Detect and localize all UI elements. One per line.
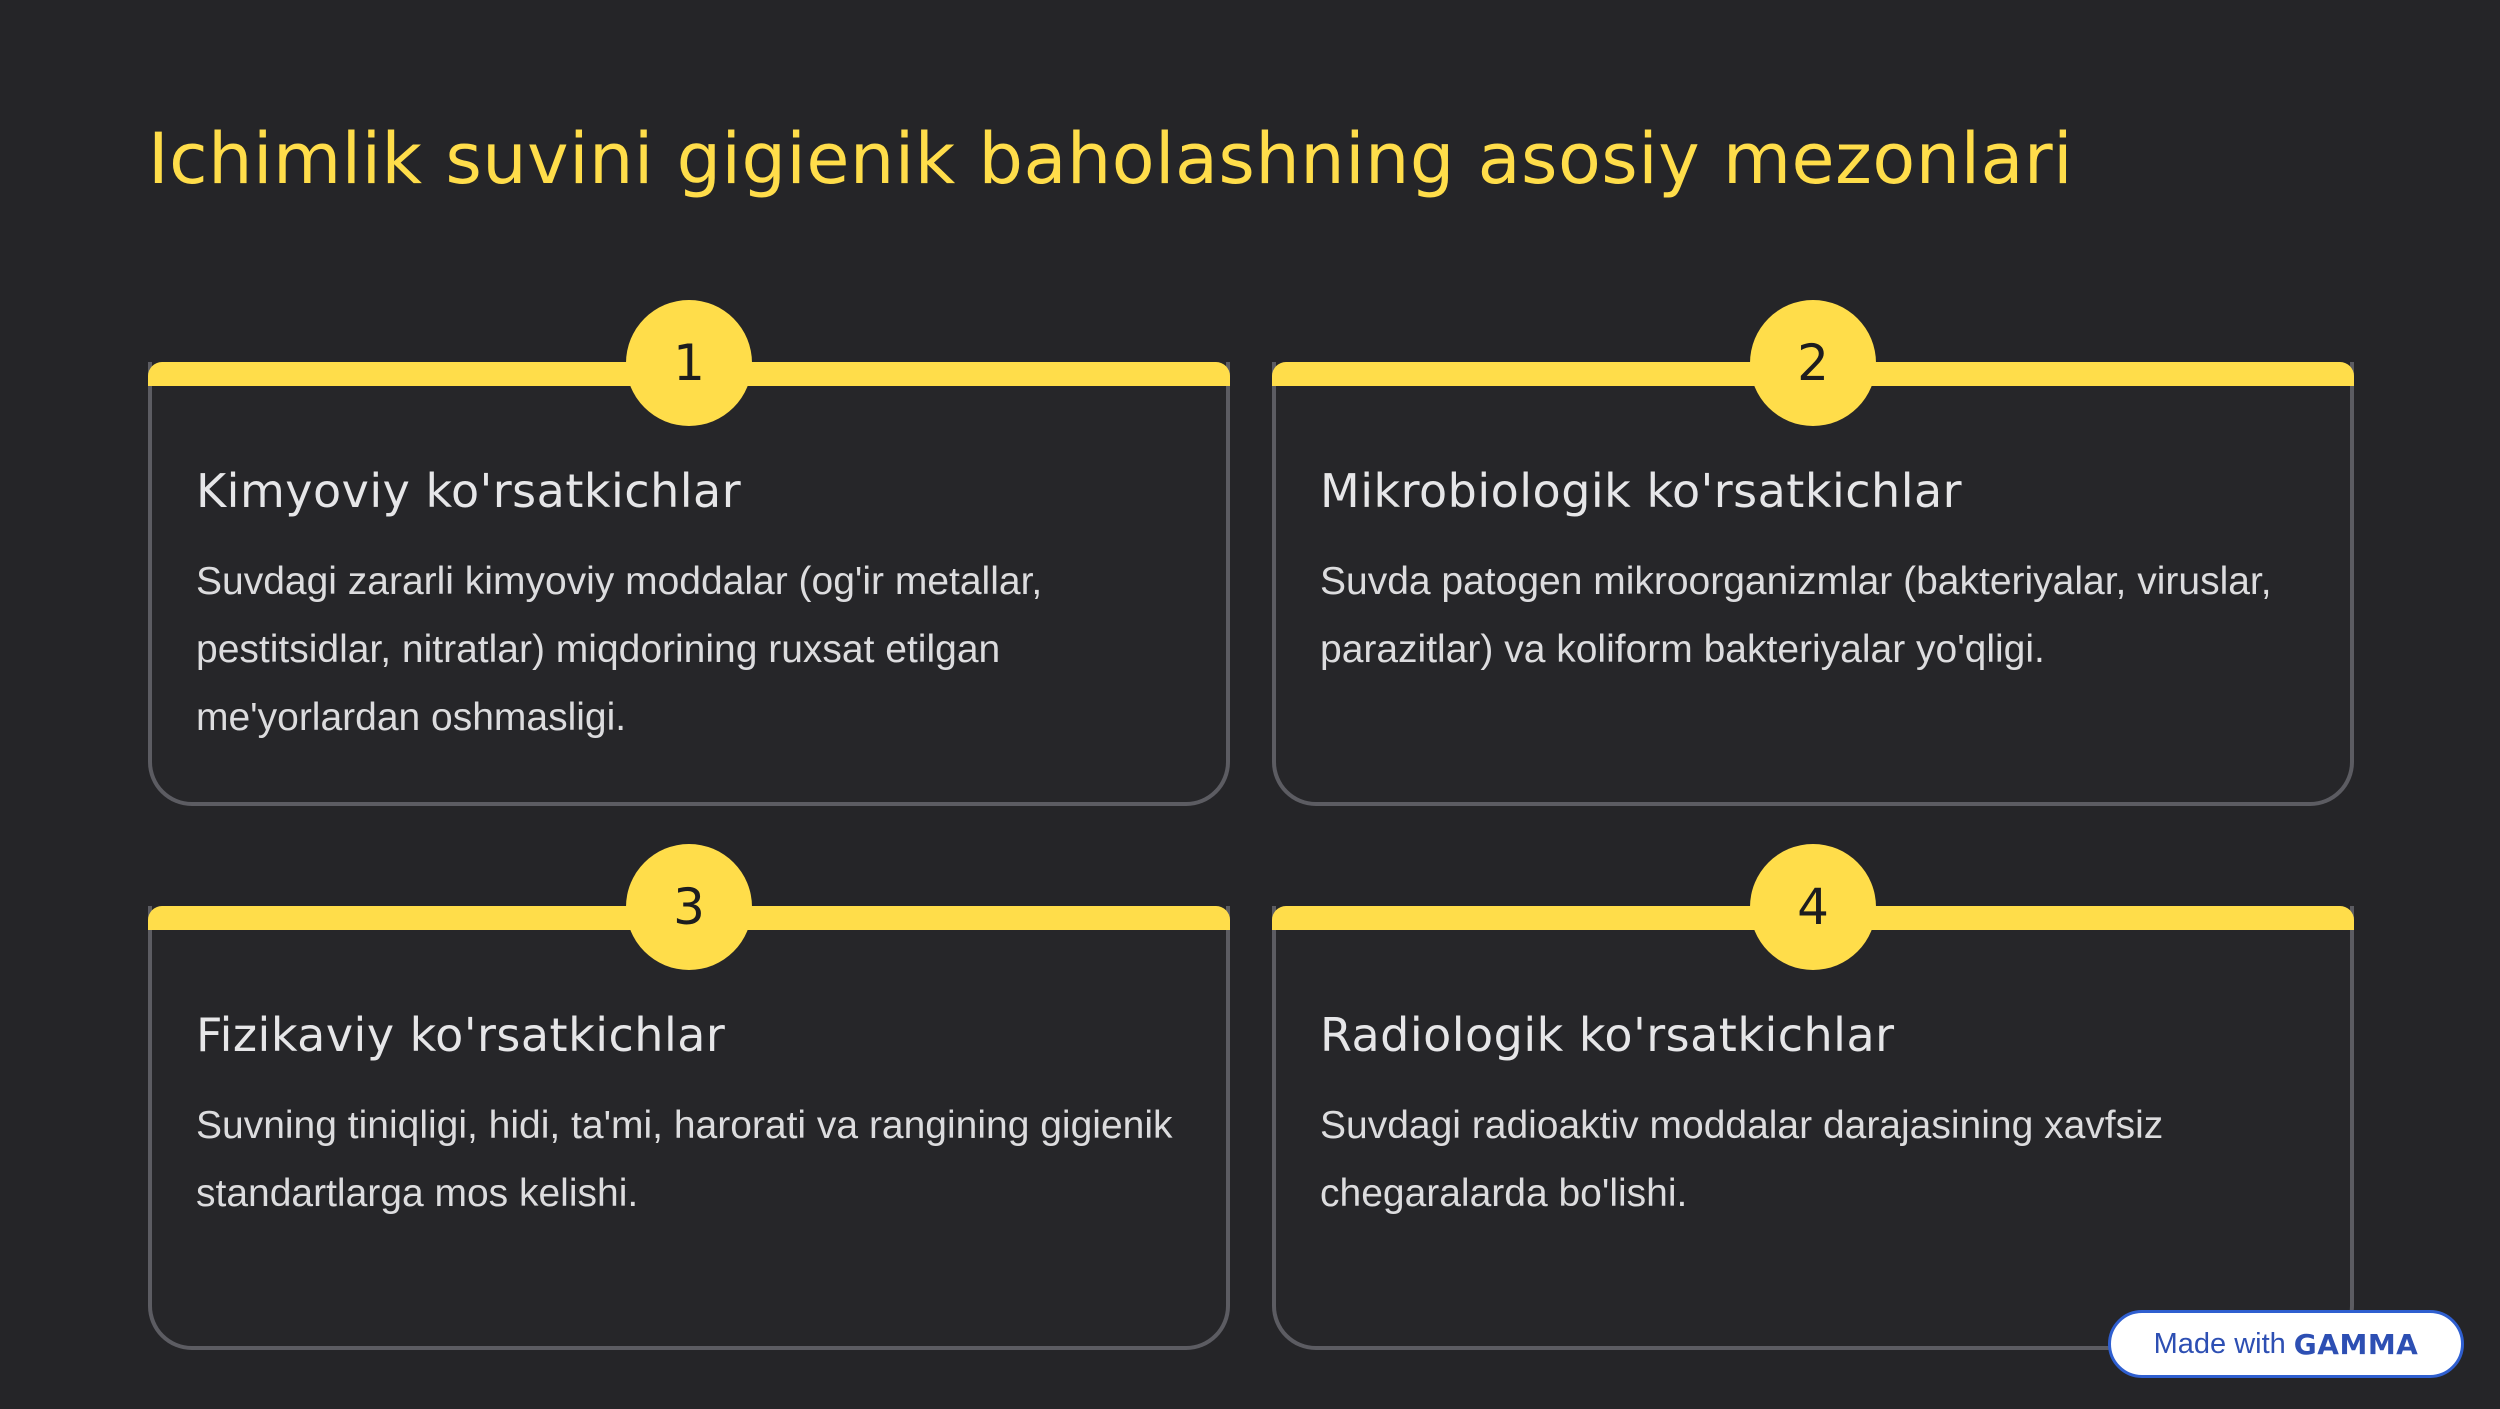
criteria-card-3 <box>148 878 1230 1350</box>
criteria-card-4 <box>1272 878 2354 1350</box>
card-number-badge: 2 <box>1750 300 1876 426</box>
card-description: Suvda patogen mikroorganizmlar (bakteriyalar, viruslar, parazitlar) va koliform bakteriyalar yo'qligi. <box>1320 560 2272 671</box>
card-title: Fizikaviy ko'rsatkichlar <box>196 1008 726 1062</box>
card-description: Suvdagi zararli kimyoviy moddalar (og'ir metallar, pestitsidlar, nitratlar) miqdorining ruxsat etilgan me'yorlardan oshmasligi. <box>196 560 1043 739</box>
card-description: Suvning tiniqligi, hidi, ta'mi, harorati va rangining gigienik standartlarga mos kelishi. <box>196 1104 1173 1215</box>
card-number-badge: 4 <box>1750 844 1876 970</box>
criteria-card-1 <box>148 334 1230 806</box>
card-title: Mikrobiologik ko'rsatkichlar <box>1320 464 1963 518</box>
card-title: Kimyoviy ko'rsatkichlar <box>196 464 742 518</box>
card-number-badge: 1 <box>626 300 752 426</box>
made-with-gamma-badge[interactable] <box>2108 1310 2464 1378</box>
card-number-badge: 3 <box>626 844 752 970</box>
slide-title: Ichimlik suvini gigienik baholashning asosiy mezonlari <box>148 118 2074 200</box>
card-title: Radiologik ko'rsatkichlar <box>1320 1008 1895 1062</box>
made-with-label: Made with <box>2153 1327 2286 1360</box>
gamma-logo: GAMMA <box>2293 1327 2419 1361</box>
card-description: Suvdagi radioaktiv moddalar darajasining xavfsiz chegaralarda bo'lishi. <box>1320 1104 2164 1215</box>
criteria-card-2 <box>1272 334 2354 806</box>
